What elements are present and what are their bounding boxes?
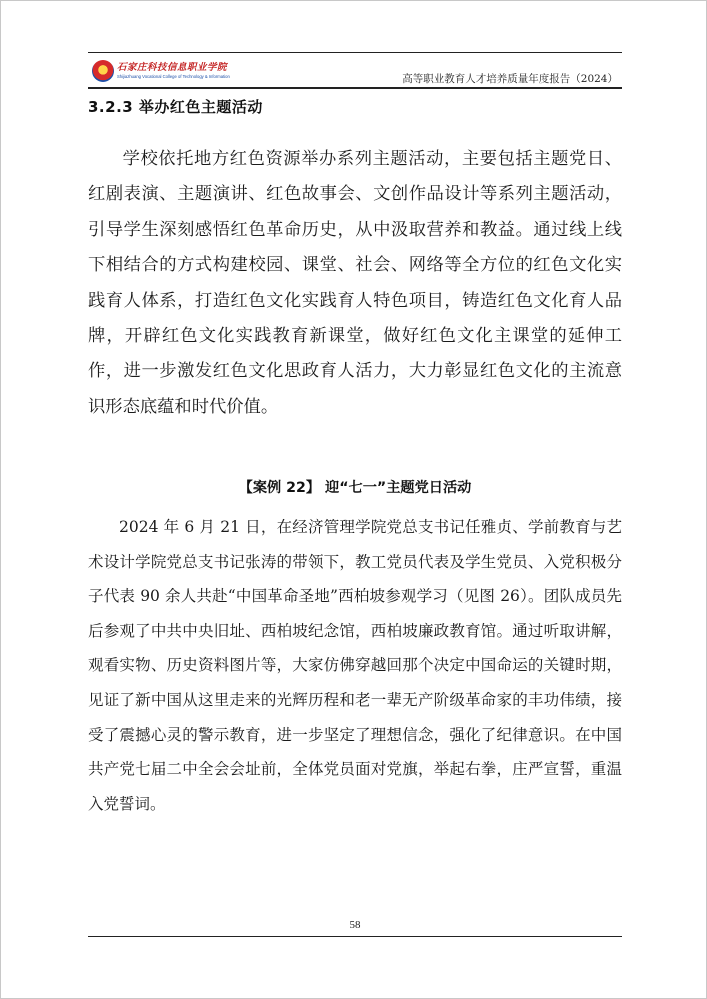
college-logo	[92, 59, 230, 83]
header-top-rule	[88, 52, 622, 53]
report-title: 高等职业教育人才培养质量年度报告（2024）	[402, 73, 618, 85]
case-title: 【案例 22】 迎“七一”主题党日活动	[238, 480, 472, 496]
header-bottom-rule	[88, 87, 622, 89]
college-emblem-icon	[92, 60, 114, 82]
logo-name-cn: 石家庄科技信息职业学院	[117, 62, 228, 74]
section-heading: 3.2.3 举办红色主题活动	[88, 98, 263, 116]
section-paragraph: 学校依托地方红色资源举办系列主题活动，主要包括主题党日、红剧表演、主题演讲、红色故事会、文创作品设计等系列主题活动，引导学生深刻感悟红色革命历史，从中汲取营养和教益。通过线上线下相结合的方式构建校园、课堂、社会、网络等全方位的红色文化实践育人体系，打造红色文化实践育人特色项目，铸造红色文化育人品牌，开辟红色文化实践教育新课堂，做好红色文化主课堂的延伸工作，进一步激发红色文化思政育人活力，大力彰显红色文化的主流意识形态底蕴和时代价值。	[88, 149, 622, 417]
page-header	[88, 52, 622, 88]
case-paragraph: 2024 年 6 月 21 日，在经济管理学院党总支书记任雅贞、学前教育与艺术设计学院党总支书记张涛的带领下，教工党员代表及学生党员、入党积极分子代表 90 余人共赴“中国革命圣地”西柏坡参观学习（见图 26）。团队成员先后参观了中共中央旧址、西柏坡纪念馆，西柏坡廉政教育馆。通过听取讲解，观看实物、历史资料图片等，大家仿佛穿越回那个决定中国命运的关键时期，见证了新中国从这里走来的光辉历程和老一辈无产阶级革命家的丰功伟绩，接受了震撼心灵的警示教育，进一步坚定了理想信念，强化了纪律意识。在中国共产党七届二中全会会址前，全体党员面对党旗，举起右拳，庄严宣誓，重温入党誓词。	[88, 518, 622, 813]
logo-text	[117, 63, 230, 79]
logo-name-en: Shijiazhuang Vocational College of Technology & Information	[117, 73, 230, 79]
page-number: 58	[349, 919, 361, 931]
footer-rule	[88, 936, 622, 937]
